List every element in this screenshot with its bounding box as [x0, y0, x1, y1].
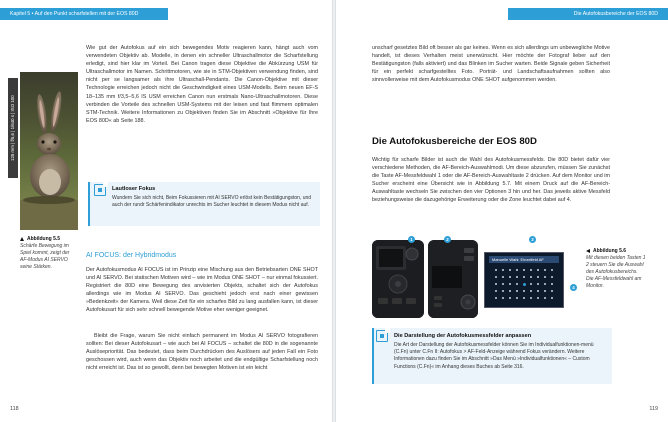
af-point [516, 297, 518, 299]
tip-icon [94, 184, 106, 196]
af-point [537, 269, 539, 271]
af-point [551, 290, 553, 292]
af-point [544, 269, 546, 271]
af-point [509, 283, 511, 285]
callout-3: 3 [529, 236, 536, 243]
ai-focus-paragraph-2: Bleibt die Frage, warum Sie nicht einfach permanent im Modus AI SERVO fotografieren sollten: Bei dieser Autofokusart – wie auch bei AI FOCUS – schaltet die 80D in die sogenannte Auslösepriorität. Das bedeutet, dass beim Durchdrücken des Auslösers auf jeden Fall ein Foto geschossen wird, auch wenn das Objektiv noch arbeitet und die endgültige Scharfstellung noch nicht erreicht ist. Das ist so gewollt, denn bei bewegten Motiven ist ein leicht [86, 333, 318, 372]
lcd-title: Manuelle Wahl: Einzelfeld AF [489, 256, 559, 263]
af-point [516, 276, 518, 278]
af-point [537, 283, 539, 285]
af-point [495, 290, 497, 292]
af-point [516, 269, 518, 271]
tip-text: Wundern Sie sich nicht, Beim Fokussieren mit AI SERVO erlöst kein Bestätigungston, und auch der rundr Schärfenindikator unrechts im Sucher leuchtet in diesem Modus nicht auf. [112, 195, 312, 209]
running-header-right: Die Autofokusbereiche der EOS 80D [508, 8, 668, 20]
af-point [495, 269, 497, 271]
af-point [551, 276, 553, 278]
af-point [530, 297, 532, 299]
af-point [530, 276, 532, 278]
af-point [502, 290, 504, 292]
af-point [509, 276, 511, 278]
af-point [509, 269, 511, 271]
note-text: Die Art der Darstellung der Autofokusmessfelder können Sie im Individualfunktionen-menü (C.Fn) unter C.Fn II: Autofokus > AF-Feld-Anzeige während Fokus verändern. Weitere Informationen dazu finden Sie im Abschnitt »Das Menü »Individualfunktionen« – Custom Functions (C.Fn)« im Anhang dieses Buches ab Seite 316. [394, 342, 594, 370]
af-point [495, 276, 497, 278]
af-point [516, 283, 518, 285]
af-point [544, 297, 546, 299]
note-title: Die Darstellung der Autofokusmessfelder anpassen [394, 333, 532, 339]
camera-top-illustration [372, 240, 424, 318]
intro-paragraph: Wie gut der Autofokus auf ein sich bewegendes Motiv reagieren kann, hängt auch vom verwendeten Objektiv ab. Modelle, in denen ein schneller Ultraschallmotor die Scharfstellung erledigt, sind hier klar im Vorteil. Bei Canon tragen diese Objektive die Abkürzung USM für Ultraschallmotor im Namen. Schrittmotoren, wie sie in STM-Objektiven verwendung finden, sind nicht per se langsamer als ihre Ultraschall-Pendants. Die Canon-Objektive mit dieser Technologie erreichen jedoch nicht die Geschwindigkeit eines USM-Modells. Beim neuen EF-S 18–135 mm f/3,5–5,6 IS USM erreichen Canon nun erstmals Nano-Ultraschallmotoren. Diese verbinden die Vorteile des schnellen USM-Systems mit der leisen und fast flimmern optimalen STM-Technik. Weitere Informationen zu Objektiven finden Sie im Abschnitt »Objektive für Ihre EOS 80D« ab Seite 188. [86, 45, 318, 124]
note-icon [376, 330, 388, 342]
af-point [502, 269, 504, 271]
right-page [336, 0, 668, 422]
af-point [551, 269, 553, 271]
ai-focus-paragraph-1: Der Autofokusmodus AI FOCUS ist im Prinzip eine Mischung aus den Betriebsarten ONE SHOT und AI SERVO. Bei statischen Motiven wird – wie im Modus ONE SHOT – nur einmal fokussiert. Registriert die 80D eine Bewegung des anvisierten Objekts, schaltet sich der Autofokus allerdings wie im Modus AI SERVO. Das geschieht jedoch erst nach einer gewissen »Bedenkzeit« der Kamera. Weil diese Zeit für ein scharfes Bild zu lang ausfallen kann, ist dieser Autofokusart für sich sehr schnell bewegende Motive eher weniger geeignet. [86, 267, 318, 314]
af-point [530, 290, 532, 292]
af-point [544, 283, 546, 285]
af-point [502, 297, 504, 299]
callout-4: 4 [570, 284, 577, 291]
running-header-left: Kapitel 5 • Auf den Punkt scharfstellen mit der EOS 80D [0, 8, 168, 20]
camera-back-illustration [428, 240, 478, 318]
rabbit-photo [20, 72, 78, 230]
exif-strip: 125 mm | f/5,6 | 1/640 s | ISO 100 [8, 78, 18, 178]
af-point [551, 297, 553, 299]
af-point [544, 276, 546, 278]
top-paragraph: unscharf gesetztes Bild oft besser als gar keines. Wenn es sich allerdings um unbewegliche Motive handelt, ist dieses Verhalten meist unerwünscht. Hier möchte der Fotograf lieber auf den Bestätigungston (falls aktiviert) und das Blinken im Sucher warten. Beide Signale geben Sicherheit für ein perfekt scharfgestelltes Foto. Porträt- und Landschaftsaufnahmen sollten also sinnvollerweise mit dem Autofokusmodus ONE SHOT aufgenommen werden. [372, 45, 610, 84]
section-heading-autofokusbereiche: Die Autofokusbereiche der EOS 80D [372, 136, 537, 147]
callout-1: 1 [408, 236, 415, 243]
af-point [509, 290, 511, 292]
af-point [502, 276, 504, 278]
tip-title: Lautloser Fokus [112, 186, 156, 192]
af-point [523, 290, 525, 292]
caption-arrow-icon [586, 249, 590, 253]
callout-2: 2 [444, 236, 451, 243]
caption-5-5: Abbildung 5.5 Schärfe Bewegung im Spiel kommt, zeigt der AF-Modus AI SERVO seine Stärken. [20, 236, 70, 270]
section-heading-ai-focus: AI FOCUS: der Hybridmodus [86, 252, 177, 259]
caption-5-6: Abbildung 5.6 Mit diesen beiden Tasten 1 2 steuern Sie die Auswahl des Autofokusbereichs. Die AF-Messfeldwahl am Monitor. [586, 248, 646, 289]
af-point [523, 276, 525, 278]
af-point [544, 290, 546, 292]
af-point [537, 297, 539, 299]
af-point [537, 290, 539, 292]
caption-arrow-icon [20, 237, 24, 241]
af-point [523, 283, 526, 286]
af-point [523, 297, 525, 299]
af-point [551, 283, 553, 285]
af-area-lcd [484, 252, 564, 308]
af-point [530, 269, 532, 271]
af-point [537, 276, 539, 278]
af-point [495, 283, 497, 285]
page-number-right: 119 [649, 406, 658, 412]
camera-back-photo [428, 240, 478, 318]
left-page [0, 0, 332, 422]
af-point [530, 283, 532, 285]
af-point [516, 290, 518, 292]
af-point [509, 297, 511, 299]
af-point [495, 297, 497, 299]
page-number-left: 118 [10, 406, 19, 412]
camera-top-photo [372, 240, 424, 318]
af-point [502, 283, 504, 285]
af-point [523, 269, 525, 271]
autofokusbereiche-paragraph: Wichtig für scharfe Bilder ist auch die Wahl des Autofokusmessfelds. Die 80D bietet dafür vier verschiedene Methoden, die AF-Bereich-Auswahlmodi. Um diese abzurufen, müssen Sie zunächst die Taste AF-Messfeldwahl 1 oder die AF-Bereich-Auswahltaste 2 drücken. Auf dem Monitor und im Sucher erscheint eine Übersicht wie in Abbildung 5.7. Mit einem Druck auf die AF-Bereich-Auswahltaste wechseln Sie zwischen den vier Optionen 3 hin und her. Das jeweils aktive Messfeld beziehungsweise die dazugehörige Erweiterung oder die Zone leuchtet dabei auf 4. [372, 157, 610, 204]
rabbit-illustration [20, 72, 78, 230]
